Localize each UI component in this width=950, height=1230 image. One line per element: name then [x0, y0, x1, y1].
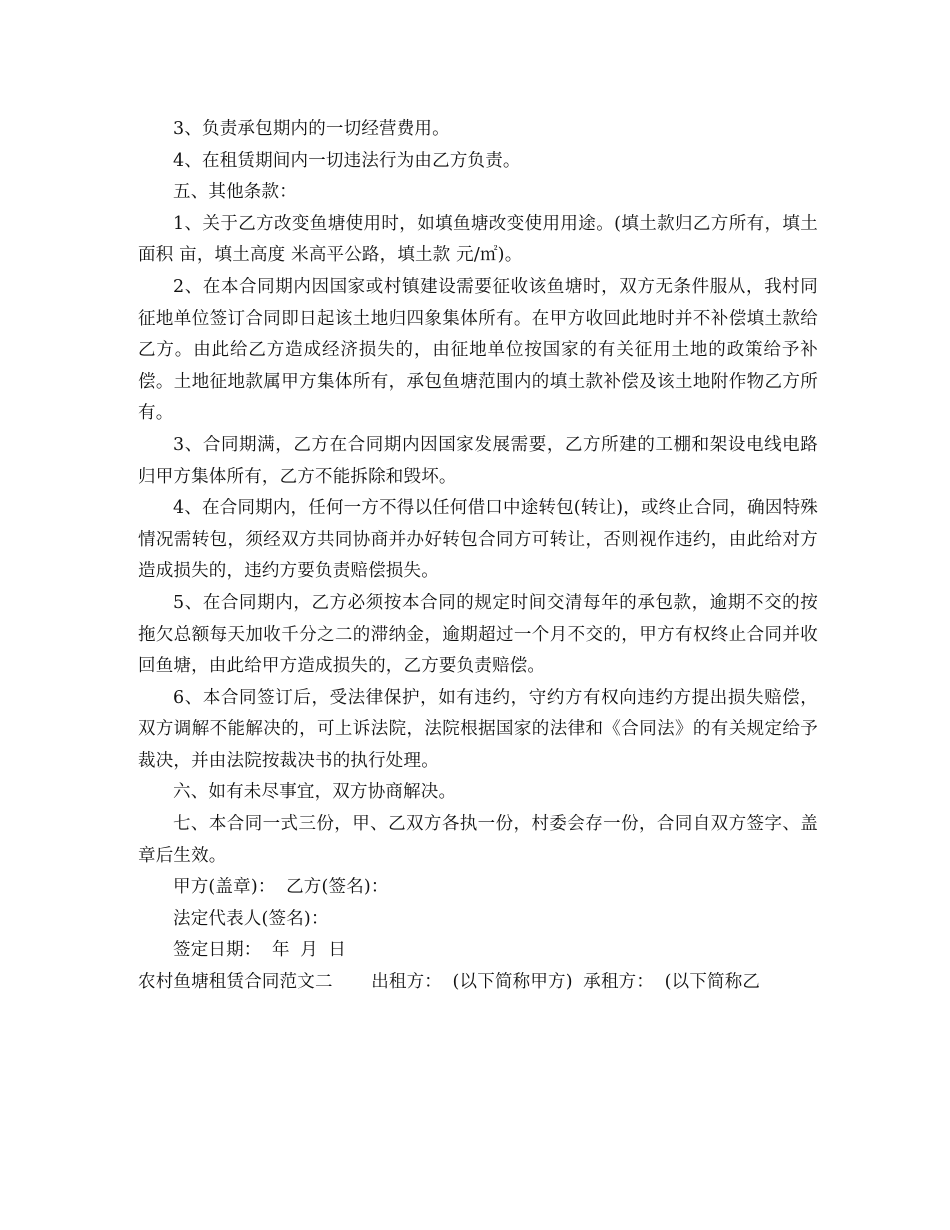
signature-parties-line [138, 872, 818, 904]
other-clause-5: 5、在合同期内，乙方必须按本合同的规定时间交清每年的承包款，逾期不交的按拖欠总额每天加收千分之二的滞纳金，逾期超过一个月不交的，甲方有权终止合同并收回鱼塘，由此给甲方造成损失的，乙方要负责赔偿。 [138, 592, 818, 677]
date-label: 签定日期： [173, 940, 262, 961]
date-day: 日 [328, 940, 347, 961]
contract-body [138, 114, 818, 999]
section-six: 六、如有未尽事宜，双方协商解决。 [173, 782, 457, 803]
section-seven: 七、本合同一式三份，甲、乙双方各执一份，村委会存一份，合同自双方签字、盖章后生效。 [138, 814, 818, 866]
party-b-sign-label: 乙方(签名)： [286, 877, 389, 898]
date-month: 月 [300, 940, 318, 961]
date-year: 年 [272, 940, 290, 961]
section-five-heading: 五、其他条款： [173, 182, 297, 203]
next-contract-title: 农村鱼塘租赁合同范文二 [138, 972, 333, 993]
legal-rep-line [138, 904, 818, 936]
party-a-seal-label: 甲方(盖章)： [173, 877, 276, 898]
other-clause-2: 2、在本合同期内因国家或村镇建设需要征收该鱼塘时，双方无条件服从，我村同征地单位签订合同即日起该土地归四象集体所有。在甲方收回此地时并不补偿填土款给乙方。由此给乙方造成经济损失的，由征地单位按国家的有关征用土地的政策给予补偿。土地征地款属甲方集体所有，承包鱼塘范围内的填土款补偿及该土地附作物乙方所有。 [138, 276, 818, 424]
next-contract-intro [138, 967, 818, 999]
other-clause-1: 1、关于乙方改变鱼塘使用时，如填鱼塘改变使用用途。(填土款归乙方所有，填土面积 亩，填土高度 米高平公路，填土款 元/㎡)。 [138, 213, 818, 266]
lessor-note: (以下简称甲方) [452, 972, 573, 993]
lessor-label: 出租方： [371, 972, 443, 993]
signing-date-line [138, 935, 818, 967]
clause-4-illegal-acts: 4、在租赁期间内一切违法行为由乙方负责。 [173, 150, 521, 171]
legal-rep-label: 法定代表人(签名)： [173, 908, 329, 929]
other-clause-3: 3、合同期满，乙方在合同期内因国家发展需要，乙方所建的工棚和架设电线电路归甲方集体所有，乙方不能拆除和毁坏。 [138, 434, 818, 487]
other-clause-6: 6、本合同签订后，受法律保护，如有违约，守约方有权向违约方提出损失赔偿，双方调解不能解决的，可上诉法院，法院根据国家的法律和《合同法》的有关规定给予裁决，并由法院按裁决书的执行处理。 [138, 687, 818, 771]
lessee-note: (以下简称乙 [664, 972, 761, 993]
other-clause-4: 4、在合同期内，任何一方不得以任何借口中途转包(转让)，或终止合同，确因特殊情况需转包，须经双方共同协商并办好转包合同方可转让，否则视作违约，由此给对方造成损失的，违约方要负责赔偿损失。 [138, 498, 818, 582]
clause-3-operating-costs: 3、负责承包期内的一切经营费用。 [173, 119, 450, 139]
lessee-label: 承租方： [583, 972, 655, 993]
